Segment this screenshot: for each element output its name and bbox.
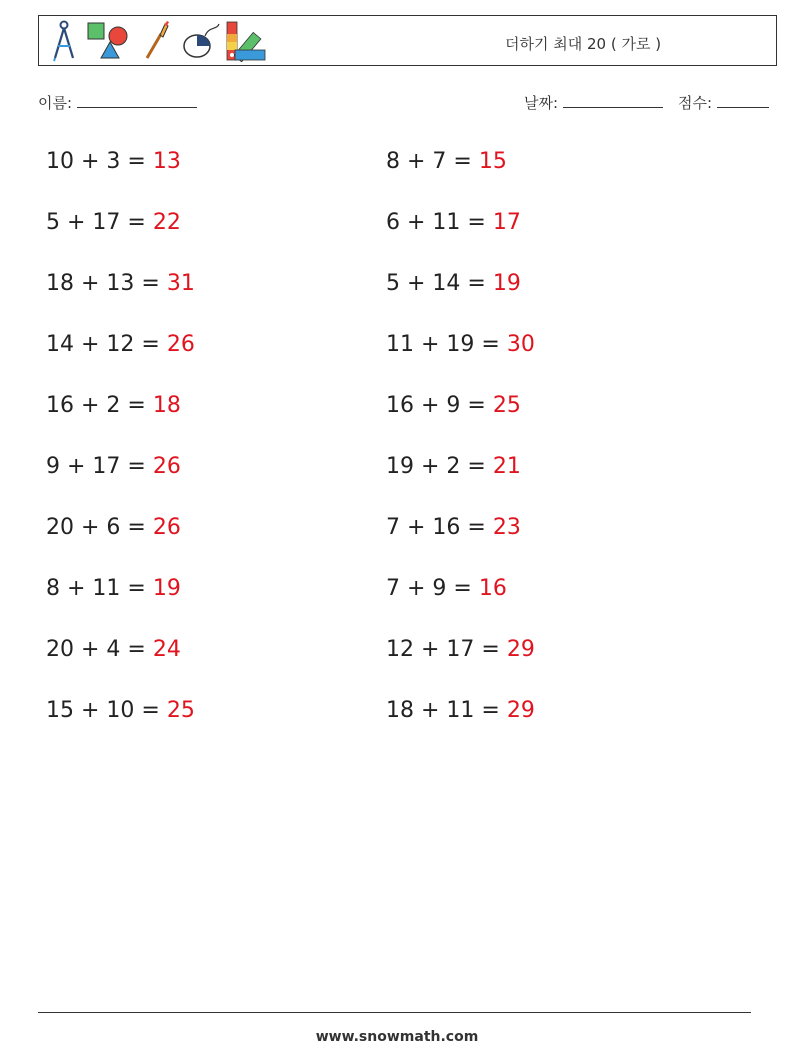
problem-answer: 25 — [166, 698, 195, 723]
paintbrush-icon — [141, 20, 171, 62]
problem-question: 20 + 6 = — [46, 515, 153, 540]
problem-question: 9 + 17 = — [46, 454, 153, 479]
date-blank[interactable] — [563, 93, 663, 108]
date-label: 날짜: — [524, 94, 559, 112]
problem-question: 7 + 9 = — [386, 576, 479, 601]
header-box — [38, 15, 777, 66]
problem-item — [46, 393, 181, 418]
problem-answer: 26 — [152, 454, 181, 479]
problem-question: 14 + 12 = — [46, 332, 167, 357]
computer-mouse-icon — [179, 20, 223, 62]
problem-answer: 26 — [152, 515, 181, 540]
problem-question: 10 + 3 = — [46, 149, 153, 174]
problem-item — [386, 637, 535, 662]
problem-question: 15 + 10 = — [46, 698, 167, 723]
problem-question: 16 + 9 = — [386, 393, 493, 418]
score-label: 점수: — [678, 94, 713, 112]
problem-answer: 17 — [492, 210, 521, 235]
name-field[interactable] — [38, 92, 197, 113]
problem-question: 18 + 13 = — [46, 271, 167, 296]
problem-item — [386, 271, 521, 296]
problem-item — [386, 332, 535, 357]
problem-item — [386, 515, 521, 540]
problem-question: 11 + 19 = — [386, 332, 507, 357]
problem-answer: 16 — [478, 576, 507, 601]
problem-item — [386, 576, 507, 601]
problem-answer: 18 — [152, 393, 181, 418]
problem-item — [46, 576, 181, 601]
problem-answer: 25 — [492, 393, 521, 418]
problem-question: 19 + 2 = — [386, 454, 493, 479]
problem-item — [46, 271, 195, 296]
problem-item — [46, 332, 195, 357]
problem-question: 8 + 7 = — [386, 149, 479, 174]
problem-question: 12 + 17 = — [386, 637, 507, 662]
shapes-icon — [87, 20, 131, 62]
problem-question: 18 + 11 = — [386, 698, 507, 723]
problem-answer: 19 — [492, 271, 521, 296]
date-field[interactable] — [524, 92, 663, 113]
problem-question: 5 + 17 = — [46, 210, 153, 235]
header-icons — [47, 20, 267, 62]
problem-answer: 13 — [152, 149, 181, 174]
problem-answer: 29 — [506, 698, 535, 723]
problem-item — [46, 637, 181, 662]
problem-item — [46, 454, 181, 479]
problem-answer: 24 — [152, 637, 181, 662]
color-swatches-icon — [225, 20, 267, 62]
problem-answer: 31 — [166, 271, 195, 296]
name-label: 이름: — [38, 94, 73, 112]
worksheet-title: 더하기 최대 20 ( 가로 ) — [505, 35, 662, 53]
problem-answer: 21 — [492, 454, 521, 479]
problem-answer: 23 — [492, 515, 521, 540]
problem-item — [386, 698, 535, 723]
problem-item — [386, 149, 507, 174]
compass-icon — [51, 20, 77, 62]
problem-answer: 30 — [506, 332, 535, 357]
problem-item — [386, 393, 521, 418]
problem-item — [386, 454, 521, 479]
footer-url: www.snowmath.com — [315, 1029, 479, 1045]
name-blank[interactable] — [77, 93, 197, 108]
problem-answer: 19 — [152, 576, 181, 601]
problem-question: 7 + 16 = — [386, 515, 493, 540]
problem-item — [386, 210, 521, 235]
problem-item — [46, 515, 181, 540]
score-field[interactable] — [678, 92, 769, 113]
problem-answer: 22 — [152, 210, 181, 235]
problem-question: 8 + 11 = — [46, 576, 153, 601]
problem-question: 20 + 4 = — [46, 637, 153, 662]
problem-answer: 26 — [166, 332, 195, 357]
problem-item — [46, 210, 181, 235]
problem-question: 6 + 11 = — [386, 210, 493, 235]
footer-divider — [38, 1012, 751, 1013]
problem-item — [46, 149, 181, 174]
problem-question: 5 + 14 = — [386, 271, 493, 296]
problem-question: 16 + 2 = — [46, 393, 153, 418]
score-blank[interactable] — [717, 93, 769, 108]
problem-answer: 15 — [478, 149, 507, 174]
problem-answer: 29 — [506, 637, 535, 662]
problem-item — [46, 698, 195, 723]
